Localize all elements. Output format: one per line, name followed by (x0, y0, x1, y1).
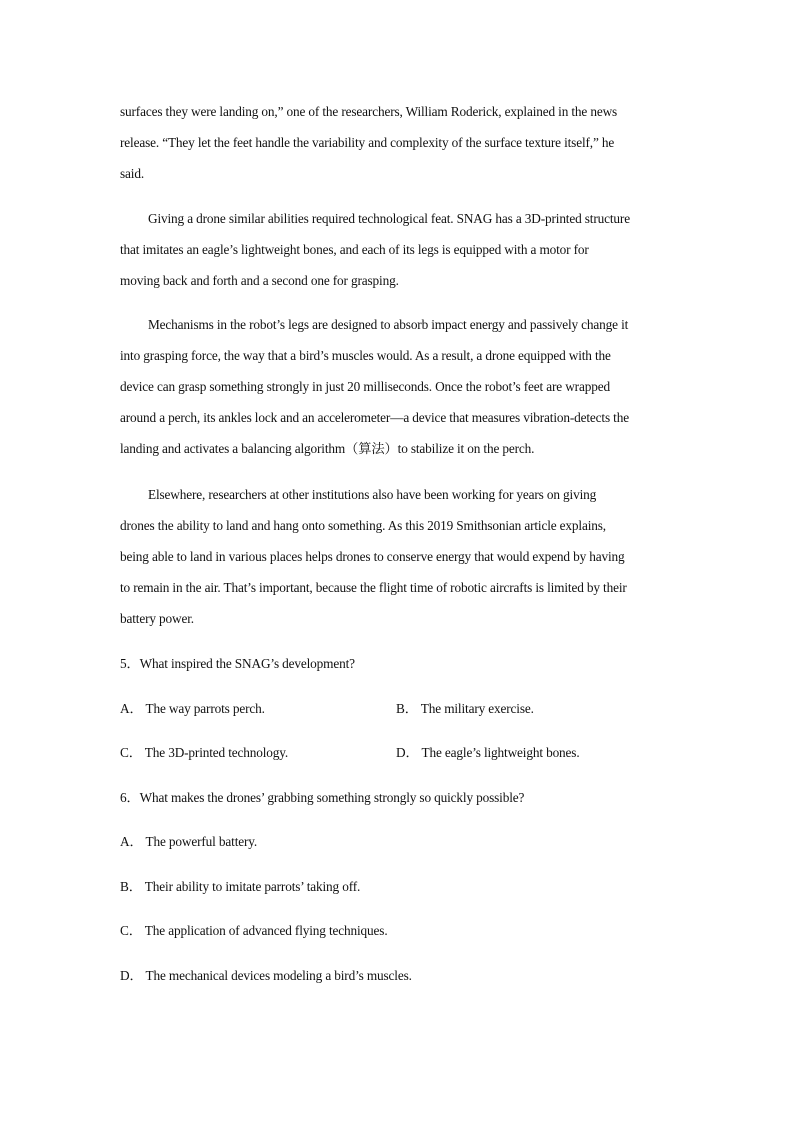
paragraph-line: Elsewhere, researchers at other institutions also have been working for years on giving (148, 487, 597, 502)
question-5-stem: 5．What inspired the SNAG’s development? (120, 656, 355, 671)
paragraph-line: surfaces they were landing on,” one of the researchers, William Roderick, explained in the news (120, 104, 618, 119)
paragraph-line: to remain in the air. That’s important, because the flight time of robotic aircrafts is limited by their (120, 580, 627, 595)
question-5-option-b: B． The military exercise. (396, 701, 534, 716)
paragraph-line: moving back and forth and a second one for grasping. (120, 273, 399, 288)
paragraph-line: that imitates an eagle’s lightweight bones, and each of its legs is equipped with a motor for (120, 242, 589, 257)
question-5-option-c: C． The 3D-printed technology. (120, 745, 289, 760)
question-6-option-a: A． The powerful battery. (120, 834, 258, 849)
question-6-stem: 6．What makes the drones’ grabbing something strongly so quickly possible? (120, 790, 525, 805)
question-5-option-d: D． The eagle’s lightweight bones. (396, 745, 580, 760)
paragraph-line: around a perch, its ankles lock and an accelerometer—a device that measures vibration-detects the (120, 410, 629, 425)
paragraph-line: battery power. (120, 611, 194, 626)
question-5-option-a: A． The way parrots perch. (120, 701, 265, 716)
paragraph-line: into grasping force, the way that a bird’s muscles would. As a result, a drone equipped with the (120, 348, 611, 363)
paragraph-line: landing and activates a balancing algorithm（算法）to stabilize it on the perch. (120, 441, 535, 456)
question-6-option-d: D． The mechanical devices modeling a bird’s muscles. (120, 968, 412, 983)
paragraph-line: Giving a drone similar abilities required technological feat. SNAG has a 3D-printed structure (148, 211, 630, 226)
question-6-option-c: C． The application of advanced flying techniques. (120, 923, 388, 938)
paragraph-line: drones the ability to land and hang onto something. As this 2019 Smithsonian article explains, (120, 518, 606, 533)
paragraph-line: being able to land in various places helps drones to conserve energy that would expend by having (120, 549, 625, 564)
paragraph-line: said. (120, 166, 144, 181)
question-6-option-b: B． Their ability to imitate parrots’ taking off. (120, 879, 361, 894)
paragraph-line: Mechanisms in the robot’s legs are designed to absorb impact energy and passively change it (148, 317, 629, 332)
paragraph-line: device can grasp something strongly in just 20 milliseconds. Once the robot’s feet are wrapped (120, 379, 610, 394)
paragraph-line: release. “They let the feet handle the variability and complexity of the surface texture itself,” he (120, 135, 615, 150)
